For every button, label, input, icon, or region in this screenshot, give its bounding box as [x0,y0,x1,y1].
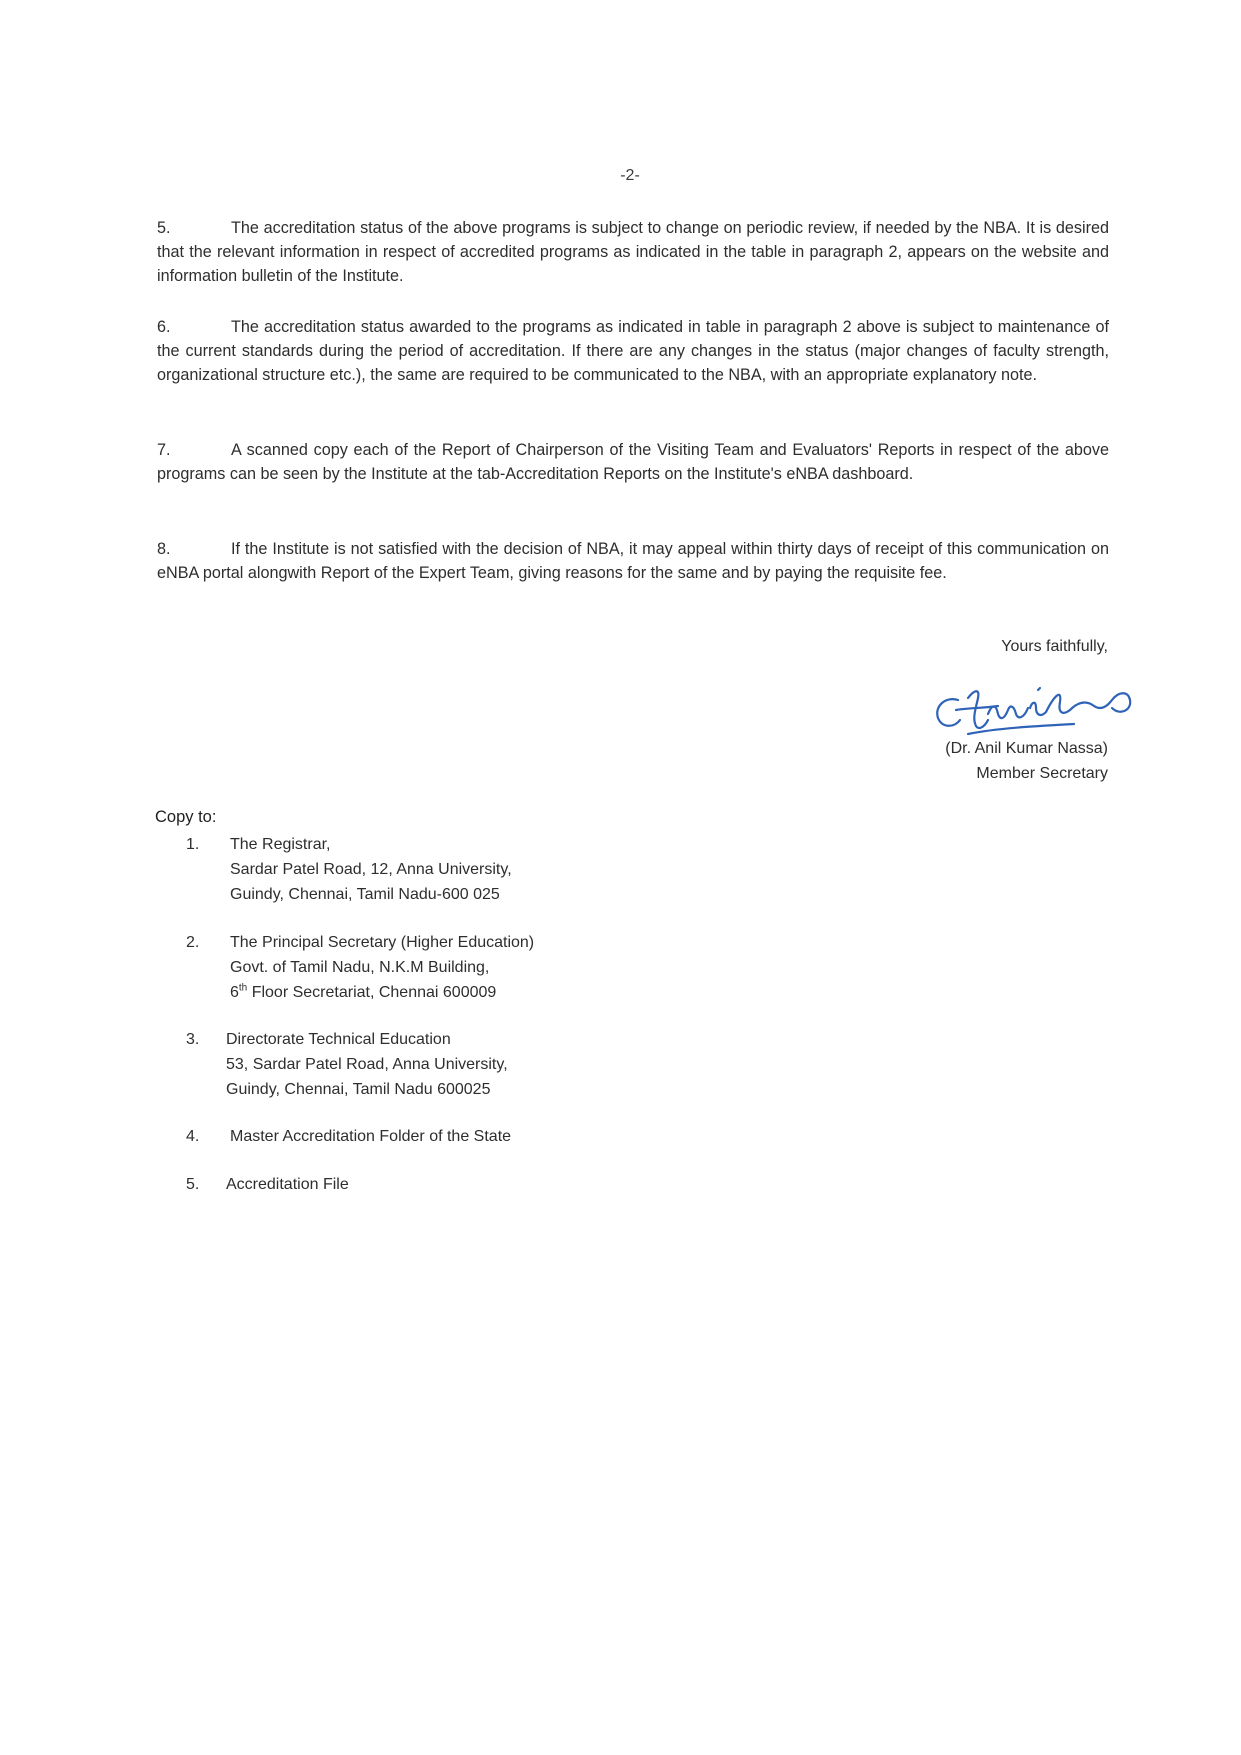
paragraph-text: The accreditation status awarded to the programs as indicated in table in paragraph 2 above is subject to maintenance of the current standards during the period of accreditation. If there are any changes in the status (major changes of faculty strength, organizational structure etc.), the same are required to be communicated to the NBA, with an appropriate explanatory note. [157,318,1109,384]
copy-item-line: 53, Sardar Patel Road, Anna University, [226,1056,508,1073]
paragraph-5 [157,216,1109,288]
paragraph-number: 6. [157,318,171,336]
copy-item-number: 3. [186,1031,200,1048]
copy-item-number: 1. [186,836,200,853]
copy-item-line: Govt. of Tamil Nadu, N.K.M Building, [230,959,490,976]
floor-number: 6 [230,984,239,1001]
paragraph-text: The accreditation status of the above programs is subject to change on periodic review, if needed by the NBA. It is desired that the relevant information in respect of accredited programs as indicated in the table in paragraph 2, appears on the website and information bulletin of the Institute. [157,219,1109,285]
signatory-name: (Dr. Anil Kumar Nassa) [945,740,1108,757]
paragraph-8 [157,537,1109,585]
copy-item-line: Accreditation File [226,1176,349,1193]
copy-to-item [186,832,512,907]
copy-to-heading: Copy to: [155,808,217,826]
copy-to-item [186,1027,508,1102]
paragraph-number: 8. [157,540,171,558]
paragraph-number: 5. [157,219,171,237]
paragraph-6 [157,315,1109,387]
paragraph-text: If the Institute is not satisfied with the decision of NBA, it may appeal within thirty days of receipt of this communication on eNBA portal alongwith Report of the Expert Team, giving reasons for the same and by paying the requisite fee. [157,540,1109,582]
copy-item-line: The Registrar, [230,836,331,853]
paragraph-7 [157,438,1109,486]
copy-item-line: Directorate Technical Education [226,1031,451,1048]
copy-item-line: Guindy, Chennai, Tamil Nadu-600 025 [230,886,500,903]
floor-suffix: th [238,982,248,994]
copy-item-number: 2. [186,934,200,951]
copy-item-line: Sardar Patel Road, 12, Anna University, [230,861,512,878]
page-number: -2- [620,167,640,184]
copy-to-item [186,1124,511,1149]
copy-to-item [186,1172,349,1197]
copy-item-line [230,980,534,1005]
copy-item-number: 5. [186,1176,200,1193]
closing-salutation: Yours faithfully, [1001,638,1108,655]
copy-item-line: Guindy, Chennai, Tamil Nadu 600025 [226,1081,491,1098]
copy-to-item [186,930,534,1005]
paragraph-number: 7. [157,441,171,459]
floor-rest: Floor Secretariat, Chennai 600009 [247,984,497,1001]
copy-item-number: 4. [186,1128,200,1145]
copy-item-line: Master Accreditation Folder of the State [230,1128,512,1145]
signatory-title: Member Secretary [976,765,1108,782]
paragraph-text: A scanned copy each of the Report of Chairperson of the Visiting Team and Evaluators' Reports in respect of the above programs can be seen by the Institute at the tab-Accreditation Reports on the Institute's eNBA dashboard. [157,441,1109,483]
copy-item-line: The Principal Secretary (Higher Education) [230,934,535,951]
